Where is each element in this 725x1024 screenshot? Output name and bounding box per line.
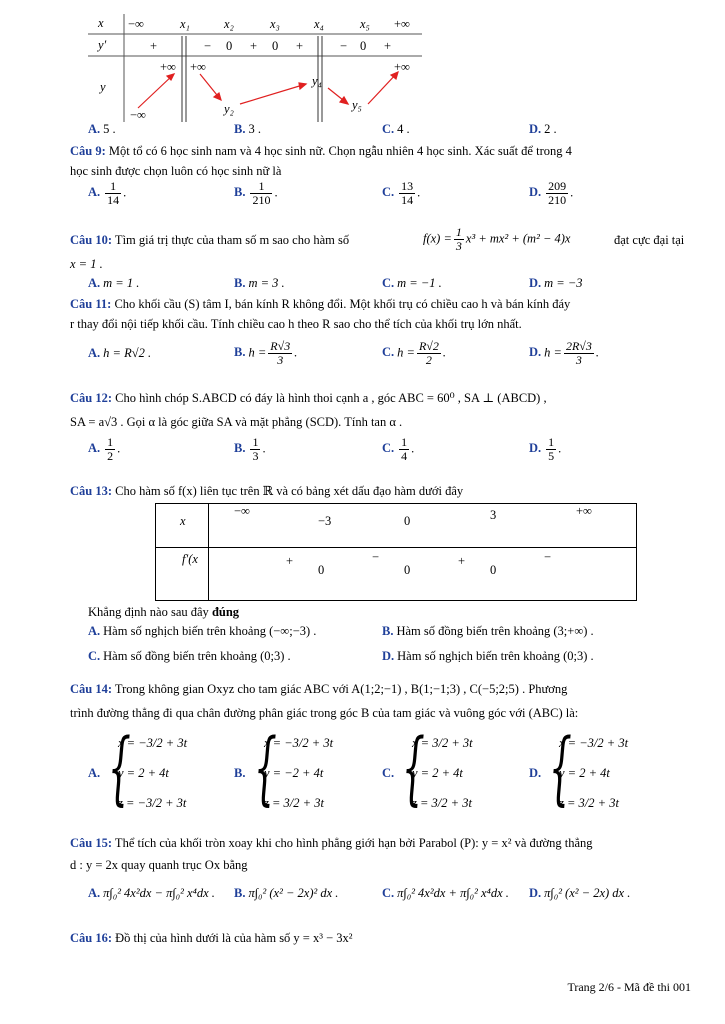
q11-options [0, 340, 725, 374]
variation-table [88, 14, 422, 122]
q12-option-a[interactable]: A. $\frac{1}{2}$ . [88, 435, 121, 463]
zero-2: 0 [272, 39, 279, 53]
sign-1: + [150, 39, 158, 53]
sign-2: − [204, 39, 212, 53]
y-val-2: +∞ [190, 60, 206, 74]
sign-table-zero-2: 0 [404, 563, 411, 577]
q13-option-c[interactable]: C. Hàm số đồng biến trên khoảng (0;3) . [88, 649, 291, 663]
sign-table-f-label: f′(x [182, 552, 198, 566]
q8-option-b[interactable]: B. 3 . [234, 122, 261, 136]
q8-options [0, 122, 725, 142]
sign-table-x-2: −3 [318, 514, 332, 528]
x-x2: x₂ [224, 17, 234, 31]
q14-option-b-label[interactable]: B. [234, 766, 246, 780]
q13-option-b[interactable]: B. Hàm số đồng biến trên khoảng (3;+∞) . [382, 624, 594, 638]
question-12: Câu 12: Cho hình chóp S.ABCD có đáy là hình thoi cạnh a , góc ABC = 60⁰ , SA ⊥ (ABCD) , SA = a√3 . Gọi α là góc giữa SA và mặt phẳng (SCD). Tính tan α . [70, 391, 547, 429]
q10-option-b[interactable]: B. m = 3 . [234, 276, 285, 290]
q14-options [88, 721, 708, 820]
q13-prompt: Khẳng định nào sau đây đúng [88, 605, 240, 619]
q14-option-d-label[interactable]: D. [529, 766, 542, 780]
q8-option-c[interactable]: C. 4 . [382, 122, 410, 136]
yprime-label: y′ [98, 38, 107, 52]
sign-table-x-label: x [180, 514, 186, 528]
q11-option-a[interactable]: A. h = R√2 . [88, 346, 152, 360]
question-15: Câu 15: Thể tích của khối tròn xoay khi cho hình phẳng giới hạn bởi Parabol (P): y = x² và đường thẳng d : y = 2x quay quanh trục Ox bằng [70, 836, 593, 872]
sign-table-x-1: −∞ [234, 504, 250, 518]
question-11: Câu 11: Cho khối cầu (S) tâm I, bán kính R không đổi. Một khối trụ có chiều cao h và bán kính đáy r thay đổi nội tiếp khối cầu. Tính chiều cao h theo R sao cho thể tích của khối trụ lớn nhất. [70, 297, 571, 331]
q11-option-d[interactable]: D. h = $\frac{2R√3}{3}$ . [529, 339, 600, 367]
y-val-6: y₅ [352, 98, 362, 112]
q10-option-c[interactable]: C. m = −1 . [382, 276, 442, 290]
x-x3: x₃ [270, 17, 280, 31]
q10-options [0, 276, 725, 296]
q10-option-a[interactable]: A. m = 1 . [88, 276, 140, 290]
y-val-3: −∞ [130, 108, 146, 122]
q14-option-b[interactable]: { x = −3/2 + 3t y = −2 + 4t z = 3/2 + 3t [254, 721, 334, 814]
q14-option-a[interactable]: { x = −3/2 + 3t y = 2 + 4t z = −3/2 + 3t [108, 721, 188, 814]
arrow-1 [138, 74, 174, 108]
q14-option-c[interactable]: { x = 3/2 + 3t y = 2 + 4t z = 3/2 + 3t [402, 721, 473, 814]
question-13: Câu 13: Cho hàm số f(x) liên tục trên ℝ và có bảng xét dấu đạo hàm dưới đây [70, 484, 464, 498]
q15-option-d[interactable]: D. π∫₀² (x² − 2x) dx . [529, 886, 631, 900]
q9-options [0, 180, 725, 214]
sign-table-sign-4: − [544, 550, 552, 564]
x-label: x [98, 16, 104, 30]
q10-function: f(x) = $\frac{1}{3}$ x³ + mx² + (m² − 4)x [423, 225, 571, 253]
q12-options [0, 436, 725, 470]
page-footer: Trang 2/6 - Mã đề thi 001 [567, 980, 691, 994]
q9-option-b[interactable]: B. $\frac{1}{210}$ . [234, 179, 278, 207]
y-val-7: +∞ [394, 60, 410, 74]
q14-option-d[interactable]: { x = −3/2 + 3t y = 2 + 4t z = 3/2 + 3t [549, 721, 629, 814]
sign-4: + [296, 39, 304, 53]
x-neg-inf: −∞ [128, 17, 144, 31]
q9-option-a[interactable]: A. $\frac{1}{14}$ . [88, 179, 127, 207]
q13-option-a[interactable]: A. Hàm số nghịch biến trên khoảng (−∞;−3) . [88, 624, 317, 638]
q13-options-ab [0, 624, 725, 644]
question-16: Câu 16: Đồ thị của hình dưới là của hàm số y = x³ − 3x² [70, 931, 353, 945]
q13-option-d[interactable]: D. Hàm số nghịch biến trên khoảng (0;3) . [382, 649, 594, 663]
q15-option-c[interactable]: C. π∫₀² 4x²dx + π∫₀² x⁴dx . [382, 886, 509, 900]
sign-3: + [250, 39, 258, 53]
y-val-1: +∞ [160, 60, 176, 74]
sign-table-x-5: +∞ [576, 504, 592, 518]
q15-options [0, 886, 725, 906]
q12-option-c[interactable]: C. $\frac{1}{4}$ . [382, 435, 415, 463]
sign-6: + [384, 39, 392, 53]
q14-option-c-label[interactable]: C. [382, 766, 395, 780]
sign-table-x-4: 3 [490, 508, 497, 522]
x-pos-inf: +∞ [394, 17, 410, 31]
q9-option-c[interactable]: C. $\frac{13}{14}$ . [382, 179, 421, 207]
sign-table [155, 503, 637, 601]
arrow-3 [240, 84, 306, 104]
q13-options-cd [0, 649, 725, 669]
sign-table-x-3: 0 [404, 514, 411, 528]
q11-option-b[interactable]: B. h = $\frac{R√3}{3}$ . [234, 339, 298, 367]
sign-table-sign-2: − [372, 550, 380, 564]
question-14: Câu 14: Trong không gian Oxyz cho tam giác ABC với A(1;2;−1) , B(1;−1;3) , C(−5;2;5) . Phương trình đường thẳng đi qua chân đường phân giác trong góc B của tam giác và vuông góc với (ABC) là: [70, 682, 579, 720]
q8-option-a[interactable]: A. 5 . [88, 122, 116, 136]
q12-option-d[interactable]: D. $\frac{1}{5}$ . [529, 435, 562, 463]
q9-option-d[interactable]: D. $\frac{209}{210}$ . [529, 179, 574, 207]
sign-table-sign-1: + [286, 554, 294, 568]
q10-option-d[interactable]: D. m = −3 [529, 276, 583, 290]
zero-3: 0 [360, 39, 367, 53]
q11-option-c[interactable]: C. h = $\frac{R√2}{2}$ . [382, 339, 447, 367]
q14-option-a-label[interactable]: A. [88, 766, 101, 780]
q15-option-b[interactable]: B. π∫₀² (x² − 2x)² dx . [234, 886, 339, 900]
question-10: Câu 10: Tìm giá trị thực của tham số m sao cho hàm số f(x) = $\frac{1}{3}$ x³ + mx² + (m² − 4)x đạt cực đại tại x = 1 . [70, 225, 685, 271]
y-label: y [100, 80, 106, 94]
x-x1: x₁ [180, 17, 190, 31]
y-val-4: y₂ [224, 102, 234, 116]
sign-table-zero-1: 0 [318, 563, 325, 577]
x-x5: x₅ [360, 17, 370, 31]
zero-1: 0 [226, 39, 233, 53]
y-val-5: y₄ [312, 74, 322, 88]
x-x4: x₄ [314, 17, 324, 31]
sign-table-zero-3: 0 [490, 563, 497, 577]
q15-option-a[interactable]: A. π∫₀² 4x²dx − π∫₀² x⁴dx . [88, 886, 215, 900]
sign-5: − [340, 39, 348, 53]
q12-option-b[interactable]: B. $\frac{1}{3}$ . [234, 435, 266, 463]
q8-option-d[interactable]: D. 2 . [529, 122, 557, 136]
sign-table-sign-3: + [458, 554, 466, 568]
question-9: Câu 9: Một tổ có 6 học sinh nam và 4 học sinh nữ. Chọn ngẫu nhiên 4 học sinh. Xác suất để trong 4 học sinh được chọn luôn có học sinh nữ là [70, 144, 572, 178]
